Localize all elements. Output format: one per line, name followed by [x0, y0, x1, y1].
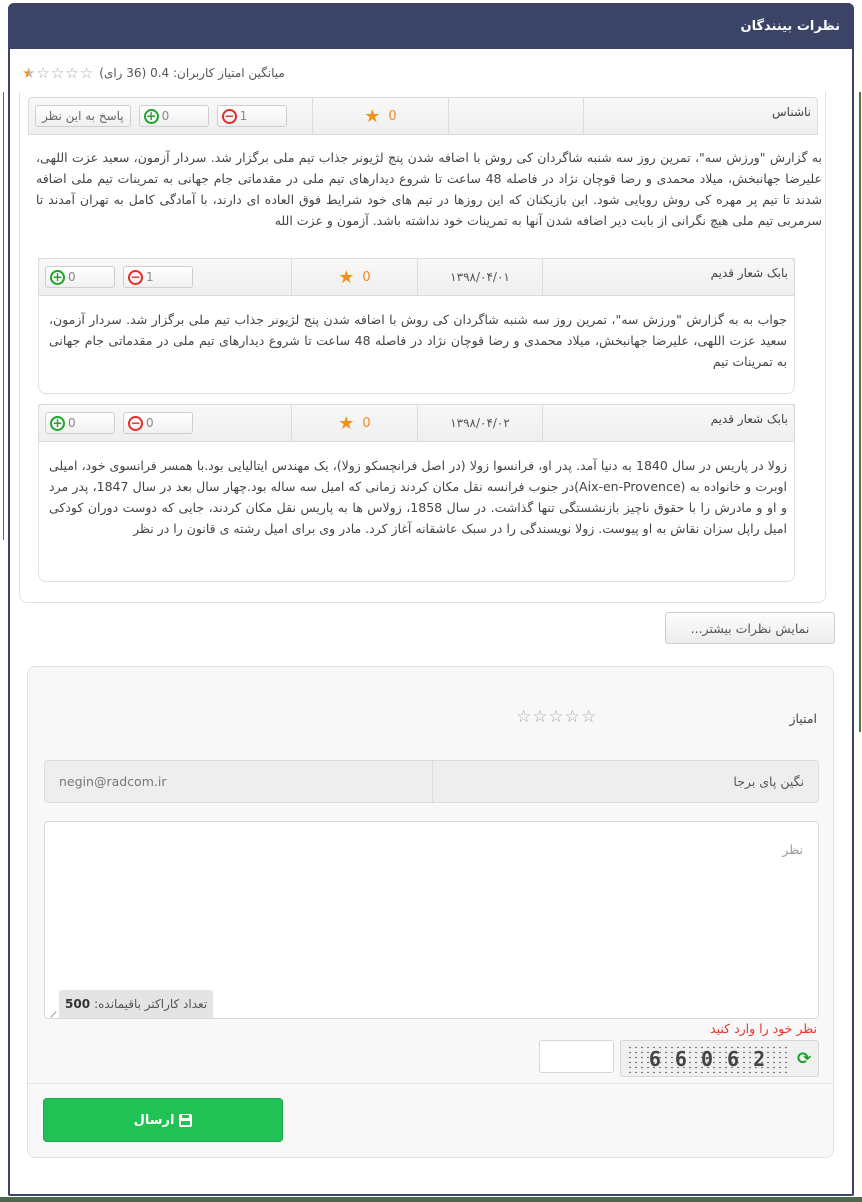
star-empty-icon: ☆ [65, 63, 79, 82]
plus-circle-icon: + [50, 270, 65, 285]
save-icon [179, 1114, 192, 1127]
rating-label: میانگین امتیاز کاربران: [173, 66, 285, 80]
dislike-button[interactable] [123, 412, 193, 434]
star-half-icon: ★ [22, 63, 36, 82]
plus-circle-icon: + [144, 109, 159, 124]
reply-actions [39, 405, 291, 441]
reply-author: بابک شعار قدیم [542, 259, 794, 295]
captcha-image [627, 1045, 787, 1073]
minus-circle-icon: − [222, 109, 237, 124]
dislike-button[interactable] [217, 105, 287, 127]
like-count: 0 [68, 416, 76, 430]
reply-date: ۱۳۹۸/۰۴/۰۲ [417, 405, 542, 441]
email-field[interactable]: negin@radcom.ir [59, 774, 167, 789]
rating-input-stars[interactable] [516, 707, 596, 727]
dislike-count: 0 [146, 416, 154, 430]
star-empty-icon[interactable]: ☆ [581, 707, 597, 727]
reply-score-value: 0 [362, 415, 371, 431]
reply-body: جواب به به گزارش "ورزش سه"، تمرین روز سه شنبه شاگردان کی روش با اضافه شدن پنج لژیونر جذاب تیم ملی برگزار شد. سردار آزمون، سعید عزت اللهی، علیرضا جهانبخش، میلاد محمدی و رضا قوچان نژاد در فاصله 48 ساعت تا شروع دیدارهای تیم ملی در مقدماتی جام جهانی به تمرینات تیم [49, 312, 787, 369]
star-empty-icon[interactable]: ☆ [548, 707, 564, 727]
comment-placeholder: نظر [782, 842, 803, 857]
rating-summary [22, 62, 342, 84]
plus-circle-icon: + [50, 416, 65, 431]
refresh-captcha-icon[interactable]: ⟳ [797, 1048, 812, 1069]
reply-card [38, 258, 795, 394]
comments-list [19, 92, 826, 603]
reply-score [291, 259, 417, 295]
like-button[interactable] [45, 266, 115, 288]
char-counter-label: تعداد کاراکتر باقیمانده: [94, 997, 208, 1011]
captcha-digit: 6 [648, 1046, 661, 1071]
reply-button[interactable]: پاسخ به این نظر [35, 105, 131, 127]
like-count: 0 [68, 270, 76, 284]
star-empty-icon: ☆ [79, 63, 94, 82]
rating-summary-text [99, 66, 285, 80]
dislike-count: 1 [239, 109, 248, 123]
reply-score [291, 405, 417, 441]
comment-textarea[interactable] [44, 821, 819, 1019]
captcha [620, 1040, 819, 1077]
captcha-digit: 2 [753, 1046, 766, 1071]
panel-header [8, 3, 854, 49]
name-field[interactable]: نگین پای برجا [432, 761, 818, 802]
error-message: نظر خود را وارد کنید [710, 1021, 817, 1036]
star-empty-icon[interactable]: ☆ [532, 707, 548, 727]
like-button[interactable] [139, 105, 209, 127]
star-filled-icon: ★ [364, 105, 381, 127]
reply-score-value: 0 [362, 269, 371, 285]
captcha-digit: 6 [674, 1046, 687, 1071]
star-empty-icon: ☆ [50, 63, 65, 82]
reply-body: زولا در پاریس در سال 1840 به دنیا آمد. پدر او، فرانسوا زولا (در اصل فرانچسکو زولا)، یک مهندس ایتالیایی بود.با همسر فرانسوی خود، امیلی اوبرت و خانواده به (Aix-en-Provence)در جنوب فرانسه نقل مکان کردند زمانی که امیل سه ساله بود.چهار سال بعد در سال 1847، پدر مرد و او و مادرش را با حقوق ناچیز بازنشستگی تنها گذاشت. در سال 1858، زولاس ها به پاریس نقل مکان کردند، جایی که دوست دوران کودکی امیل راپل سزان نقاش به او پیوست. زولا نویسندگی را در سبک عاشقانه آغاز کرد. مادر وی برای امیل رشته ی قانون را در نظر [49, 458, 788, 536]
reply-author: بابک شعار قدیم [542, 405, 794, 441]
comment-date [448, 98, 583, 134]
comment-header [28, 97, 818, 135]
like-count: 0 [161, 109, 170, 123]
comment-form [27, 666, 834, 1158]
rating-field-label: امتیاز [789, 711, 817, 726]
star-filled-icon: ★ [338, 266, 355, 288]
reply-header [38, 258, 795, 296]
comment-actions [29, 98, 312, 134]
comment-score-value: 0 [388, 108, 397, 124]
frame-edge-right [859, 92, 861, 732]
minus-circle-icon: − [128, 270, 143, 285]
submit-label: ارسال [133, 1112, 175, 1128]
star-empty-icon: ☆ [36, 63, 50, 82]
rating-stars [22, 63, 94, 82]
char-counter [59, 990, 213, 1018]
captcha-input[interactable] [539, 1040, 614, 1073]
reply-actions [39, 259, 291, 295]
resize-handle-icon[interactable] [45, 1006, 56, 1017]
frame-edge-bottom [0, 1197, 862, 1202]
star-filled-icon: ★ [338, 412, 355, 434]
rating-votes: (36 رای) [99, 66, 147, 80]
reply-header [38, 404, 795, 442]
reply-card [38, 404, 795, 582]
captcha-digit: 6 [727, 1046, 740, 1071]
form-divider [28, 1083, 833, 1084]
name-email-group [44, 760, 819, 803]
comment-author: ناشناس [583, 98, 817, 134]
char-counter-value: 500 [65, 997, 91, 1011]
dislike-count: 1 [146, 270, 154, 284]
comment-body: به گزارش "ورزش سه"، تمرین روز سه شنبه شاگردان کی روش با اضافه شدن پنج لژیونر جذاب تیم ملی برگزار شد. سردار آزمون، سعید عزت اللهی، علیرضا جهانبخش، میلاد محمدی و رضا قوچان نژاد در فاصله 48 ساعت تا شروع دیدارهای تیم ملی در مقدماتی جام جهانی به تمرینات تیم ملی اضافه شدند تا تیم پر مهره کی روش رویایی شود. این بازیکنان که این روزها در تیم های خود شرایط فوق العاده ای دارند، با آمادگی کامل به تهران آمدند تا سرمربی تیم ملی هیچ نگرانی از بابت دیر اضافه شدن آنها به تمرینات خود نداشته باشد. آزمون و عزت الله [36, 150, 822, 228]
star-empty-icon[interactable]: ☆ [564, 707, 580, 727]
captcha-digit: 0 [700, 1046, 714, 1071]
minus-circle-icon: − [128, 416, 143, 431]
like-button[interactable] [45, 412, 115, 434]
dislike-button[interactable] [123, 266, 193, 288]
rating-average: 0.4 [150, 66, 170, 80]
frame-edge-left [3, 92, 4, 540]
comment-score [312, 98, 448, 134]
submit-button[interactable] [43, 1098, 283, 1142]
star-empty-icon[interactable]: ☆ [516, 707, 532, 727]
panel-title: نظرات بینندگان [740, 18, 840, 34]
show-more-comments-button[interactable]: نمایش نظرات بیشتر... [665, 612, 835, 644]
reply-date: ۱۳۹۸/۰۴/۰۱ [417, 259, 542, 295]
